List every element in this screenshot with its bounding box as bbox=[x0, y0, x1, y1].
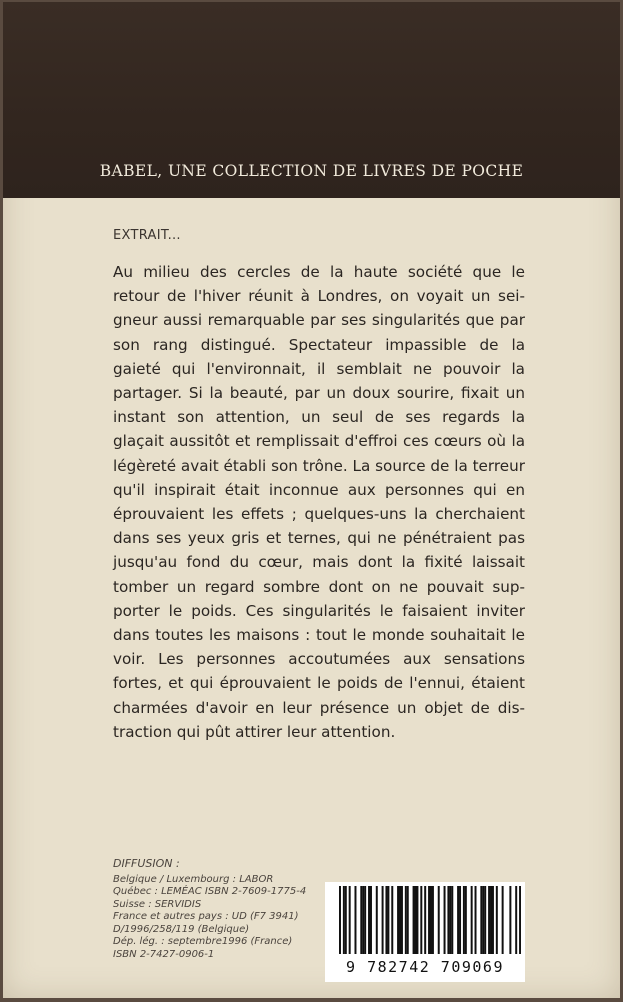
barcode-bar bbox=[515, 886, 517, 954]
barcode-bar bbox=[471, 886, 473, 954]
barcode-bar bbox=[451, 886, 453, 954]
barcode-bar bbox=[401, 886, 403, 954]
barcode-bar bbox=[415, 886, 417, 954]
barcode-bar bbox=[345, 886, 347, 954]
barcode-bar bbox=[438, 886, 440, 954]
book-back-cover bbox=[3, 2, 620, 998]
barcode-bar bbox=[475, 886, 477, 954]
series-title: BABEL, UNE COLLECTION DE LIVRES DE POCHE bbox=[99, 162, 524, 180]
barcode-bar bbox=[382, 886, 384, 954]
barcode-bar bbox=[496, 886, 498, 954]
barcode-bar bbox=[339, 886, 341, 954]
legal-deposit-belgium: D/1996/258/119 (Belgique) bbox=[113, 923, 250, 935]
barcode-bar bbox=[484, 886, 486, 954]
barcode bbox=[325, 882, 525, 982]
barcode-bar bbox=[370, 886, 372, 954]
barcode-bar bbox=[399, 886, 401, 954]
legal-deposit-france: Dép. lég. : septembre1996 (France) bbox=[113, 936, 293, 947]
barcode-bar bbox=[385, 886, 387, 954]
barcode-bar bbox=[362, 886, 364, 954]
barcode-bar bbox=[376, 886, 378, 954]
barcode-bar bbox=[490, 886, 492, 954]
barcode-bar bbox=[343, 886, 345, 954]
barcode-bar bbox=[449, 886, 451, 954]
barcode-bar bbox=[420, 886, 422, 954]
barcode-bar bbox=[387, 886, 389, 954]
barcode-bar bbox=[459, 886, 461, 954]
barcode-number: 9 782742 709069 bbox=[346, 958, 504, 976]
barcode-bar bbox=[405, 886, 407, 954]
distribution-line-belgium: Belgique / Luxembourg : LABOR bbox=[113, 873, 274, 885]
extract-label: EXTRAIT... bbox=[113, 228, 181, 243]
barcode-bar bbox=[354, 886, 356, 954]
barcode-bar bbox=[488, 886, 490, 954]
barcode-bar bbox=[444, 886, 446, 954]
distribution-line-france: France et autres pays : UD (F7 3941) bbox=[113, 911, 299, 922]
barcode-bar bbox=[424, 886, 426, 954]
distribution-line-switzerland: Suisse : SERVIDIS bbox=[113, 898, 202, 910]
barcode-bar bbox=[364, 886, 366, 954]
barcode-bar bbox=[407, 886, 409, 954]
barcode-bar bbox=[492, 886, 494, 954]
distribution-info bbox=[113, 858, 306, 961]
barcode-bar bbox=[413, 886, 415, 954]
header-band bbox=[3, 2, 620, 198]
barcode-bar bbox=[430, 886, 432, 954]
barcode-bar bbox=[447, 886, 449, 954]
barcode-bar bbox=[360, 886, 362, 954]
barcode-bar bbox=[391, 886, 393, 954]
barcode-bar bbox=[416, 886, 418, 954]
barcode-bar bbox=[519, 886, 521, 954]
barcode-bar bbox=[428, 886, 430, 954]
barcode-bar bbox=[465, 886, 467, 954]
barcode-bar bbox=[482, 886, 484, 954]
barcode-bar bbox=[463, 886, 465, 954]
barcode-bar bbox=[432, 886, 434, 954]
barcode-bar bbox=[480, 886, 482, 954]
distribution-line-quebec: Québec : LEMÉAC ISBN 2-7609-1775-4 bbox=[113, 886, 307, 897]
barcode-bar bbox=[368, 886, 370, 954]
barcode-bar bbox=[457, 886, 459, 954]
barcode-bars-icon bbox=[339, 886, 521, 954]
distribution-heading: DIFFUSION : bbox=[113, 857, 180, 870]
barcode-bar bbox=[502, 886, 504, 954]
barcode-bar bbox=[397, 886, 399, 954]
barcode-bar bbox=[349, 886, 351, 954]
isbn-line: ISBN 2-7427-0906-1 bbox=[113, 948, 215, 960]
barcode-bar bbox=[509, 886, 511, 954]
excerpt-text: Au milieu des cercles de la haute société que le retour de l'hiver réunit à Londres, on voyait un seigneur aussi remarquable par ses singularités que par son rang distingué. Spectateur impassible de la gaieté qui l'environnait, il semblait ne pouvoir la partager. Si la beauté, par un doux sourire, fixait un instant son attention, un seul de ses regards la glaçait aussitôt et remplissait d'effroi ces cœurs où la légèreté avait établi son trône. La source de la terreur qu'il inspirait était inconnue aux personnes qui en éprouvaient les effets ; quelques-uns la cherchaient dans ses yeux gris et ternes, qui ne pénétraient pas jusqu'au fond du cœur, mais dont la fixité laissait tomber un regard sombre dont on ne pouvait supporter le poids. Ces singularités le faisaient inviter dans toutes les maisons : tout le monde souhaitait le voir. Les personnes accoutumées aux sensations fortes, et qui éprouvaient le poids de l'ennui, étaient charmées d'avoir en leur présence un objet de distraction qui pût attirer leur attention. bbox=[113, 263, 525, 741]
